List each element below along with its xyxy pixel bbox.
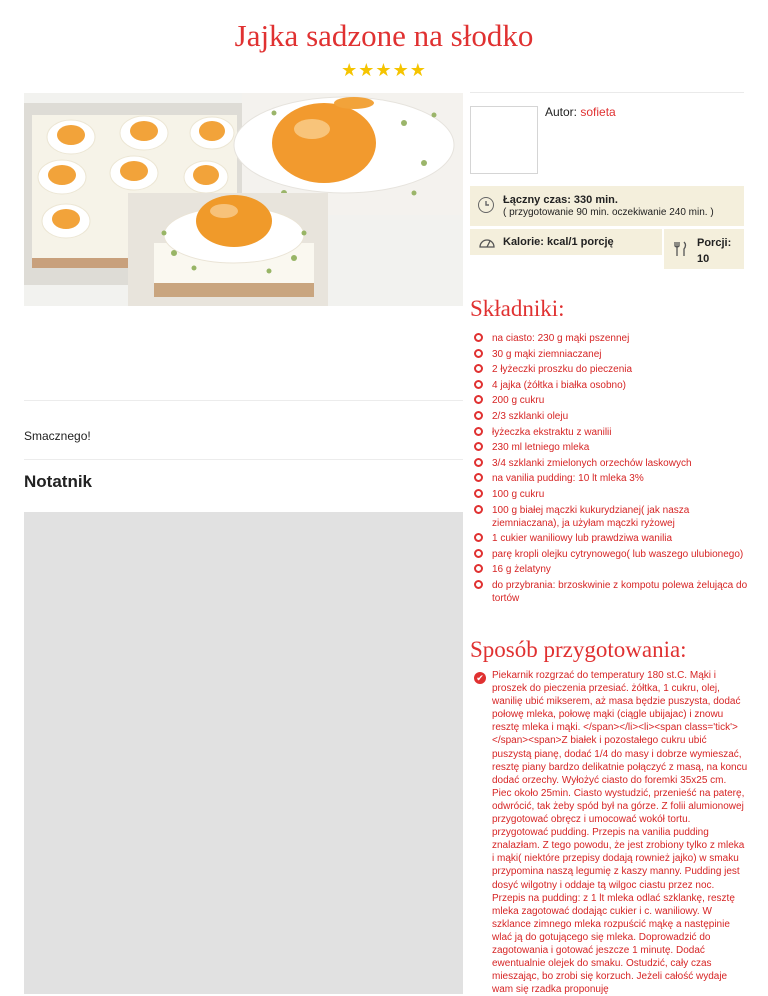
bullet-icon: [474, 564, 483, 573]
total-time-label: Łączny czas: 330 min.: [503, 194, 618, 206]
time-breakdown: ( przygotowanie 90 min. oczekiwanie 240 min. ): [503, 207, 714, 218]
clock-icon: [478, 197, 494, 213]
cutlery-icon: [674, 241, 688, 262]
bullet-icon: [474, 505, 483, 514]
ingredient-text: na vanilia pudding: 10 lt mleka 3%: [492, 473, 644, 485]
photo-caption-strip: [24, 306, 463, 400]
bullet-icon: [474, 349, 483, 358]
bullet-icon: [474, 380, 483, 389]
ingredient-text: 100 g białej mączki kukurydzianej( jak nasza ziemniaczana), ja użyłam mączki ryżowej: [492, 504, 690, 529]
ingredient-item: [470, 548, 748, 561]
method-step: [470, 669, 748, 996]
bullet-icon: [474, 411, 483, 420]
portions-value: 10: [697, 253, 710, 265]
bullet-icon: [474, 442, 483, 451]
author-avatar[interactable]: [470, 106, 538, 174]
ingredient-text: 30 g mąki ziemniaczanej: [492, 348, 602, 360]
closing-text: Smacznego!: [24, 429, 91, 443]
divider: [470, 92, 744, 93]
ingredient-text: 3/4 szklanki zmielonych orzechów laskowych: [492, 457, 692, 469]
ingredient-item: [470, 579, 748, 605]
ingredient-item: [470, 563, 748, 576]
ingredient-text: do przybrania: brzoskwinie z kompotu polewa żelująca do tortów: [492, 579, 748, 604]
author-label: Autor:: [545, 105, 578, 119]
recipe-photo-collage: [24, 93, 463, 306]
ingredient-text: 2/3 szklanki oleju: [492, 410, 569, 422]
ingredient-item: [470, 410, 748, 423]
calories-panel: [470, 229, 662, 255]
ingredients-list: [470, 332, 748, 608]
bullet-icon: [474, 473, 483, 482]
ingredient-item: [470, 426, 748, 439]
method-step-text: Piekarnik rozgrzać do temperatury 180 st.C. Mąki i proszek do pieczenia przesiać. żółtka, 1 cukru, olej, wanilię ubić mikserem, aż masa będzie puszysta, dodać połowę mleka, połowę mąki (ciągle ubijajac) i znowu resztę mleka i mąki. </span></li><li><span class='tick'></span><span>Z białek i pozostałego cukru ubić puszystą pianę, dodać 1/4 do masy i dobrze wymieszać, resztę piany bardzo delikatnie połączyć z masą, na koncu dodać orzechy. Wyłożyć ciasto do foremki 35x25 cm. Piec około 25min. Ciasto wystudzić, przenieść na paterę, odwrócić, tak żeby spód był na górze. Z folii alumionowej przygotować obręcz i umocować wokół tortu. przygotować pudding. Przepis na vanilia pudding znalazłam. Z tego powodu, że jest zrobiony tylko z mleka i mąki( niektóre przepisy dodają rownież jajko) w smaku przypomina naszą legumię z kaszy manny. Pudding jest dosyć wilgotny i oddaje tą wilgoc ciastu przez noc. Przepis na pudding: z 1 lt mleka odlać szklankę, resztę mleka zagotować dodając cukier i c. waniliowy. W szklance zimnego mleka rozpuścić mąkę a następinie wlać ją do gotującego się mleka. Doprowadzić do zagotowania i gotować jeszcze 1 minutę. Dodać ewentualnie olejek do smaku. Ostudzić, cały czas mieszając, bo zrobi się korzuch. Jeżeli całość wydaje wam się rzadka proponuję: [492, 670, 748, 996]
rating-stars-icon[interactable]: ★★★★★: [341, 60, 427, 80]
author-link[interactable]: sofieta: [580, 105, 616, 119]
ingredient-item: [470, 379, 748, 392]
ingredient-item: [470, 488, 748, 501]
portions-label: Porcji:: [697, 237, 732, 249]
ingredient-text: 230 ml letniego mleka: [492, 442, 590, 454]
bullet-icon: [474, 458, 483, 467]
recipe-photo[interactable]: [24, 93, 463, 306]
author-line: [545, 105, 616, 119]
bullet-icon: [474, 395, 483, 404]
bullet-icon: [474, 427, 483, 436]
check-icon: ✔: [474, 672, 486, 684]
portions-text: [697, 235, 731, 267]
notes-heading: Notatnik: [24, 472, 92, 491]
ingredient-text: 16 g żelatyny: [492, 564, 551, 576]
ingredient-item: [470, 363, 748, 376]
bullet-icon: [474, 533, 483, 542]
ingredient-text: na ciasto: 230 g mąki pszennej: [492, 333, 630, 344]
ingredient-item: [470, 441, 748, 454]
total-time-panel: [470, 186, 744, 226]
ingredient-text: parę kropli olejku cytrynowego( lub waszego ulubionego): [492, 548, 744, 560]
ingredient-item: [470, 332, 748, 345]
ingredient-text: łyżeczka ekstraktu z wanilii: [492, 426, 612, 438]
left-column: [24, 93, 463, 994]
ingredient-text: 4 jajka (żółtka i białka osobno): [492, 379, 626, 391]
ingredient-item: [470, 532, 748, 545]
calories-label: Kalorie: kcal/1 porcję: [503, 236, 614, 248]
ingredient-text: 100 g cukru: [492, 488, 545, 500]
ingredient-text: 2 łyżeczki proszku do pieczenia: [492, 364, 633, 376]
recipe-title: Jajka sadzone na słodko: [234, 18, 534, 53]
ingredient-item: [470, 348, 748, 361]
bullet-icon: [474, 549, 483, 558]
bullet-icon: [474, 489, 483, 498]
bullet-icon: [474, 364, 483, 373]
bullet-icon: [474, 580, 483, 589]
ingredient-item: [470, 472, 748, 485]
bullet-icon: [474, 333, 483, 342]
ingredient-item: [470, 457, 748, 470]
portions-panel: [664, 229, 744, 269]
closing-note: [24, 400, 463, 459]
ingredient-item: [470, 394, 748, 407]
ingredient-item: [470, 504, 748, 530]
notes-section: [24, 459, 463, 512]
ingredient-text: 200 g cukru: [492, 395, 545, 407]
method-heading: Sposób przygotowania:: [470, 637, 687, 662]
ingredient-text: 1 cukier waniliowy lub prawdziwa wanilia: [492, 533, 673, 545]
ingredients-heading: Składniki:: [470, 296, 565, 321]
gauge-icon: [478, 235, 496, 254]
